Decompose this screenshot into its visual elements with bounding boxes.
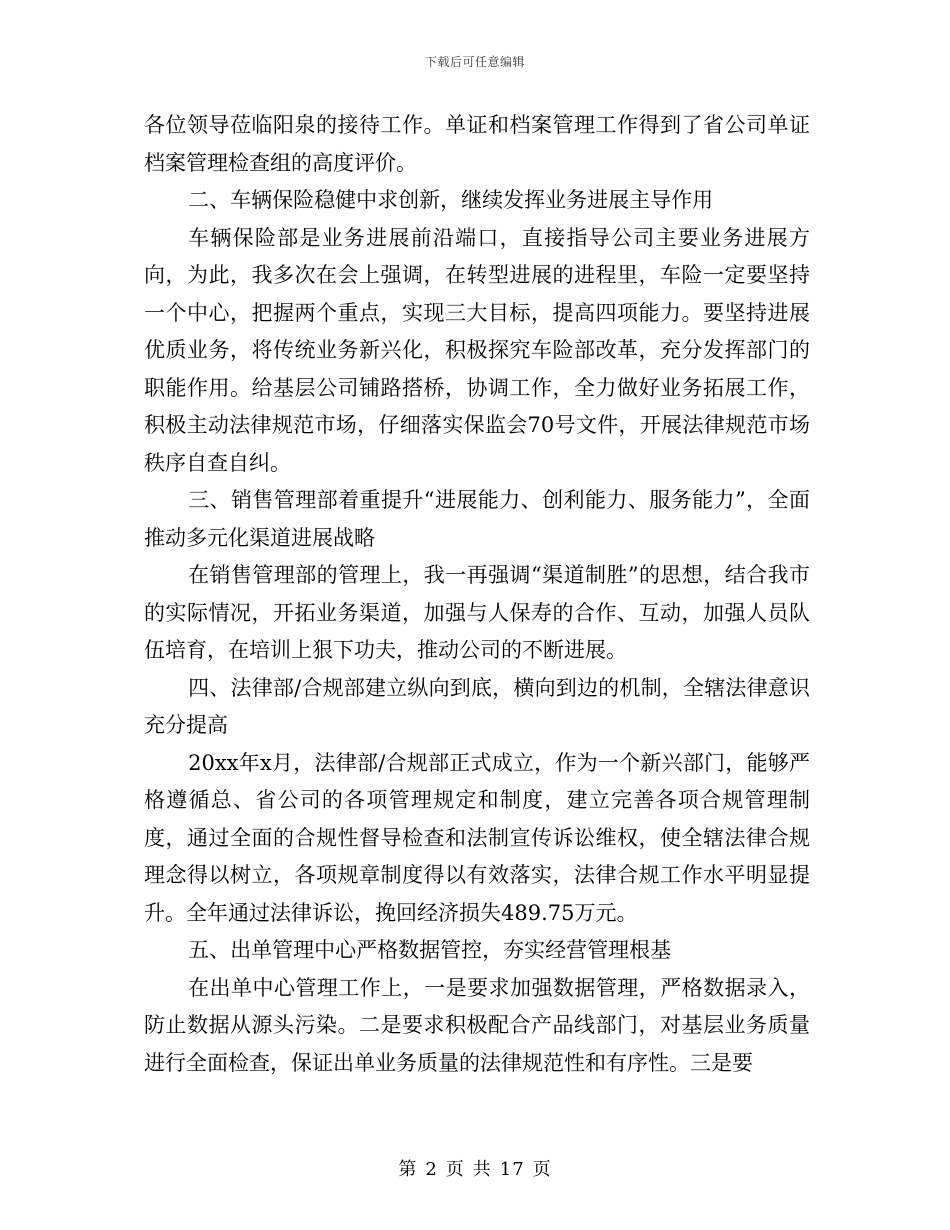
section-heading-5: 五、出单管理中心严格数据管控，夯实经营管理根基 xyxy=(188,938,672,962)
paragraph-vehicle-insurance: 车辆保险部是业务进展前沿端口，直接指导公司主要业务进展方向，为此，我多次在会上强调，在转型进展的进程里，车险一定要坚持一个中心，把握两个重点，实现三大目标，提高四项能力。要坚持进展优质业务，将传统业务新兴化，积极探究车险部改革，充分发挥部门的职能作用。给基层公司铺路搭桥，协调工作，全力做好业务拓展工作，积极主动法律规范市场，仔细落实保监会70号文件，开展法律规范市场秩序自查自纠。 xyxy=(144,225,810,475)
footer-label-di: 第 xyxy=(398,1159,418,1180)
total-page-count: 17 xyxy=(499,1159,525,1180)
page-header-note: 下载后可任意编辑 xyxy=(424,55,525,69)
footer-label-gong: 共 xyxy=(472,1159,492,1180)
section-heading-3: 三、销售管理部着重提升“进展能力、创利能力、服务能力”，全面推动多元化渠道进展战略 xyxy=(144,488,810,550)
section-heading-2: 二、车辆保险稳健中求创新，继续发挥业务进展主导作用 xyxy=(188,188,714,212)
paragraph-legal-compliance: 20xx年x月，法律部/合规部正式成立，作为一个新兴部门，能够严格遵循总、省公司的各项管理规定和制度，建立完善各项合规管理制度，通过全面的合规性督导检查和法制宣传诉讼维权，使全辖法律合规理念得以树立，各项规章制度得以有效落实，法律合规工作水平明显提升。全年通过法律诉讼，挽回经济损失489.75万元。 xyxy=(144,750,810,925)
paragraph-sales-management: 在销售管理部的管理上，我一再强调“渠道制胜”的思想，结合我市的实际情况，开拓业务渠道，加强与人保寿的合作、互动，加强人员队伍培育，在培训上狠下功夫，推动公司的不断进展。 xyxy=(144,563,810,662)
footer-label-ye: 页 xyxy=(445,1159,465,1180)
footer-label-ye-end: 页 xyxy=(532,1159,552,1180)
paragraph-continuation: 各位领导莅临阳泉的接待工作。单证和档案管理工作得到了省公司单证档案管理检查组的高度评价。 xyxy=(144,113,810,175)
current-page-number: 2 xyxy=(425,1159,438,1180)
section-heading-4: 四、法律部/合规部建立纵向到底，横向到边的机制，全辖法律意识充分提高 xyxy=(144,675,810,737)
paragraph-issuing-center: 在出单中心管理工作上，一是要求加强数据管理，严格数据录入，防止数据从源头污染。二是要求积极配合产品线部门，对基层业务质量进行全面检查，保证出单业务质量的法律规范性和有序性。三是要 xyxy=(144,975,810,1075)
page-footer xyxy=(0,1155,950,1181)
document-body xyxy=(144,107,810,1082)
